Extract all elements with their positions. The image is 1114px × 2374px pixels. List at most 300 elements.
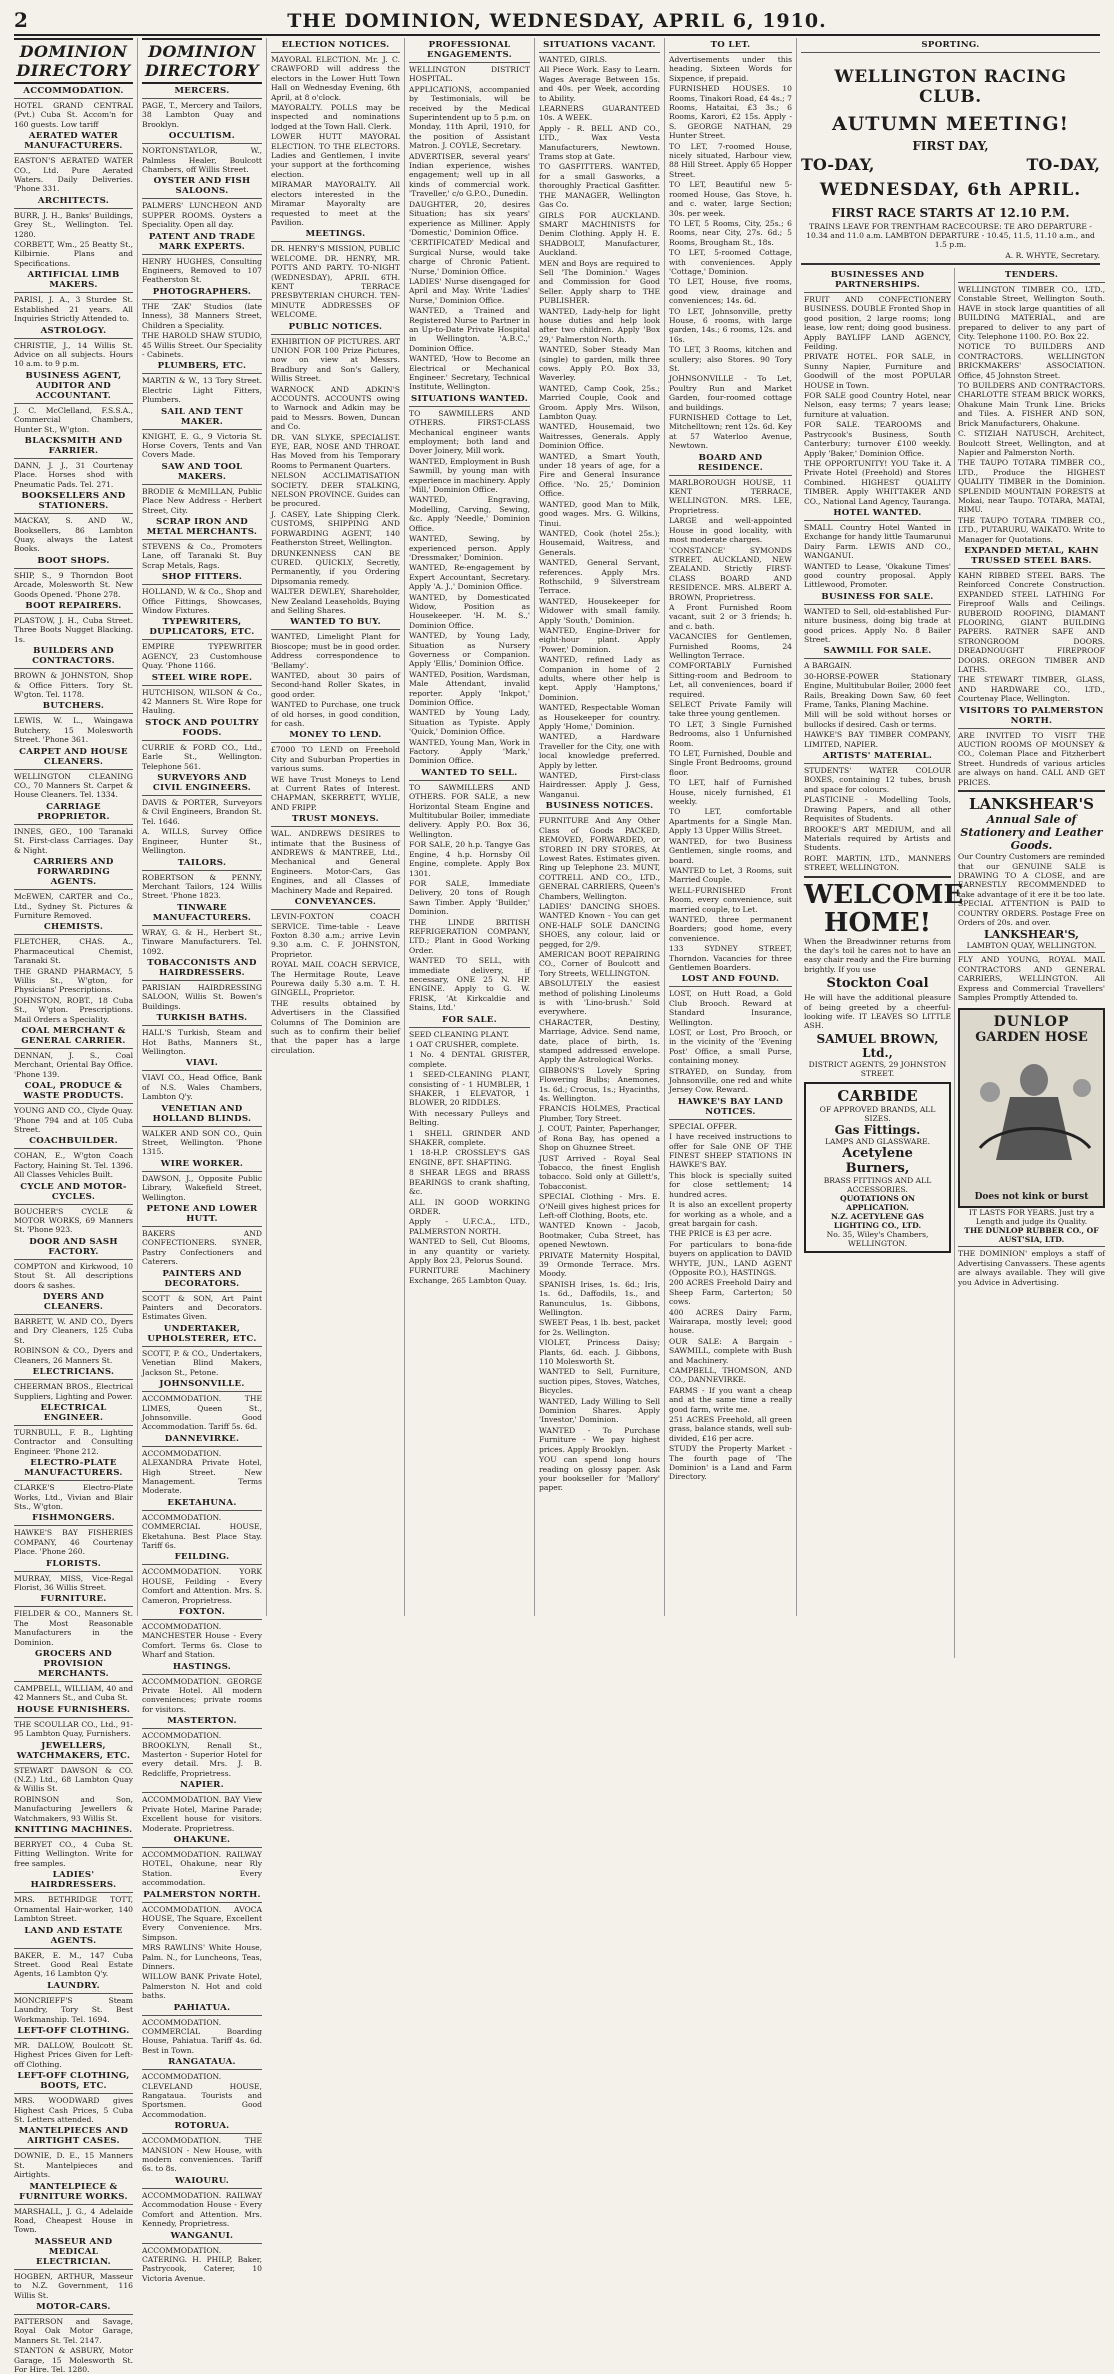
classified-entry: THE TAUPO TOTARA TIMBER CO., LTD., PUTARURU, WAIKATO. Write to Manager for Quotations. xyxy=(958,515,1105,544)
classified-entry: EMPIRE TYPEWRITER AGENCY, 23 Customhouse Quay. 'Phone 1166. xyxy=(142,642,262,671)
classified-entry: HALL'S Turkish, Steam and Hot Baths, Manners St., Wellington. xyxy=(142,1028,262,1056)
classified-entry: FURNISHED Cottage to Let, Mitchelltown; rent 12s. 6d. Key at 57 Waterloo Avenue, Newtown. xyxy=(669,413,792,451)
classified-entry: ACCOMMODATION. BAY View Private Hotel, Marine Parade; Excellent house for visitors. Moderate. Proprietress. xyxy=(142,1795,262,1833)
classified-entry: TO LET, House, five rooms, good view, drainage and conveniences; 14s. 6d. xyxy=(669,277,792,306)
section-heading: WANTED TO SELL. xyxy=(421,767,518,778)
classified-entry: WANTED, Young Man, Work in Factory. Apply 'Mark,' Dominion Office. xyxy=(409,737,530,766)
classified-entry: SPECIAL OFFER. xyxy=(669,1121,738,1131)
first-day: FIRST DAY, xyxy=(912,139,989,153)
classified-entry: J. CASEY, Late Shipping Clerk. CUSTOMS, SHIPPING AND FORWARDING AGENT, 140 Featherston Street, Wellington. xyxy=(271,509,400,548)
classified-entry: HOTEL GRAND CENTRAL (Pvt.) Cuba St. Accom'n for 160 guests. Low tariff xyxy=(14,101,133,129)
classified-entry: FURNISHED HOUSES. 10 Rooms, Tinakori Road, £4 4s.; 7 Rooms, Hataitai, £3 3s.; 6 Rooms, Karori, £2 15s. Apply - S. GEORGE NATHAN, 29 Hunter Street. xyxy=(669,84,792,141)
section-heading: MASSEUR AND MEDICAL ELECTRICIAN. xyxy=(34,2236,113,2267)
classified-entry: LEARNERS GUARANTEED 10s. A WEEK. xyxy=(539,104,660,123)
classified-entry: 'CONSTANCE' SYMONDS STREET, AUCKLAND, NEW ZEALAND. Strictly FIRST-CLASS BOARD AND RESIDENCE. MRS. ALBERT A. BROWN, Proprietress. xyxy=(669,545,792,602)
classified-entry: PRIVATE HOTEL. FOR SALE, in Sunny Napier, Furniture and Goodwill of the most POPULAR HOUSE in Town. xyxy=(804,352,951,390)
classified-entry: FRUIT AND CONFECTIONERY BUSINESS. DOUBLE Fronted Shop in good position, 2 large rooms; long lease, low rent; doing good business. Apply BAYLIFF LAND AGENCY, Feilding. xyxy=(804,295,951,352)
classified-entry: MR. DALLOW, Boulcott St. Highest Prices Given for Left-off Clothing. xyxy=(14,2040,133,2069)
classified-entry: MRS. BETHRIDGE TOTT, Ornamental Hair-worker, 140 Lambton Street. xyxy=(14,1895,133,1924)
section-heading: UNDERTAKER, UPHOLSTERER, ETC. xyxy=(147,1323,257,1344)
classified-entry: TO SAWMILLERS AND OTHERS. FOR SALE, a new Horizontal Steam Engine and Multitubular Boiler, immediate delivery. Apply P.O. Box 36, Wellington. xyxy=(409,782,530,839)
classified-entry: WANTED, General Servant, references. Apply Mrs. Rothschild, 9 Silverstream Terrace. xyxy=(539,558,660,596)
classified-entry: SPECIAL Clothing - Mrs. E. O'Neill gives highest prices for Left-off Clothing, Boots, etc. xyxy=(539,1192,660,1220)
classified-entry: SEED CLEANING PLANT. xyxy=(409,1029,510,1039)
classified-entry: JOHNSONVILLE - To Let, Poultry Run and Market Garden, four-roomed cottage and buildings. xyxy=(669,374,792,412)
classified-entry: YOU can spend long hours reading on glossy paper. Ask your bookseller for 'Mallory' paper. xyxy=(539,1455,660,1493)
classified-entry: ACCOMMODATION. THE LIMES, Queen St., Johnsonville. Good Accommodation. Tariff 5s. 6d. xyxy=(142,1394,262,1432)
to-let-column-6 xyxy=(665,38,797,1616)
section-heading: MANTELPIECES AND AIRTIGHT CASES. xyxy=(18,2126,129,2147)
classified-entry: THE results obtained by Advertisers in the Classified Columns of The Dominion are such as to confirm their belief that the paper has a large circulation. xyxy=(271,998,400,1055)
section-heading: MONEY TO LEND. xyxy=(289,730,382,741)
classified-entry: C. STIZIAH NATUSCH, Architect, Boulcott Street, Wellington, and at Napier and Palmerston North. xyxy=(958,429,1105,457)
classified-entry: TO LET, 7-roomed House, nicely situated, Harbour view, 88 Hill Street. Apply 65 Hopper Street. xyxy=(669,141,792,179)
section-heading: SITUATIONS VACANT. xyxy=(543,40,656,50)
dunlop-company: THE DUNLOP RUBBER CO., OF AUST'SIA, LTD. xyxy=(964,1226,1099,1245)
lankshear-title: LANKSHEAR'S xyxy=(969,795,1094,814)
classified-entry: THE OPPORTUNITY! YOU Take it. A Private Hotel (Freehold) and Stores Combined. HIGHEST QUALITY TIMBER. Apply WHITTAKER AND CO., National Land Agency, Tauranga. xyxy=(804,458,951,506)
samuel-brown: SAMUEL BROWN, Ltd., xyxy=(816,1031,939,1060)
classified-entry: WANTED, Engine-Driver for eight-hour plant. Apply 'Power,' Dominion. xyxy=(539,625,660,654)
classified-entry: THE LINDE BRITISH REFRIGERATION COMPANY, LTD.; Plant in Good Working Order. xyxy=(409,917,530,955)
classified-entry: FARMS - If you want a cheap and at the same time a really good farm, write me. xyxy=(669,1385,792,1414)
classified-entry: ROBERTSON & PENNY, Merchant Tailors, 124 Willis Street. 'Phone 1823. xyxy=(142,872,262,901)
classified-entry: FURNITURE And Any Other Class of Goods PACKED, REMOVED, FORWARDED, or STORED IN DRY STORES, At Lowest Rates. Estimates given. Ring up Telephone 23. MUNT, COTTRELL AND CO., LTD., GENERAL CARRIERS, Queen's Chambers, Wellington. xyxy=(539,816,660,901)
classified-entry: WANTED, by Domesticated Widow, Position as Housekeeper. 'H. M. S.,' Dominion Office. xyxy=(409,592,530,630)
section-heading: BUSINESS NOTICES. xyxy=(545,801,654,812)
classified-entry: ACCOMMODATION. COMMERCIAL HOUSE, Eketahuna. Best Place Stay. Tariff 6s. xyxy=(142,1512,262,1550)
classified-entry: WE have Trust Moneys to Lend at Current Rates of Interest. CHAPMAN, SKERRETT, WYLIE, AND FRIPP. xyxy=(271,774,400,812)
section-heading: MERCERS. xyxy=(174,86,230,96)
classified-entry: TO SAWMILLERS AND OTHERS. FIRST-CLASS Mechanical engineer wants employment; both land and Dover Joinery, Mill work. xyxy=(409,408,530,456)
classified-entry: MIRAMAR MAYORALTY. All electors interested in the Miramar Mayoralty are requested to meet at the Pavilion. xyxy=(271,180,400,227)
classified-entry: TO LET, 5-roomed Cottage, with conveniences. Apply 'Cottage,' Dominion. xyxy=(669,248,792,276)
carbide-l9: N.Z. ACETYLENE GAS LIGHTING CO., LTD. xyxy=(831,1211,924,1230)
classified-entry: WELL-FURNISHED Front Room, every convenience, suit married couple, to Let. xyxy=(669,885,792,914)
classified-entry: STUDY the Property Market - The fourth page of 'The Dominion' is a Land and Farm Directory. xyxy=(669,1444,792,1482)
race-date: WEDNESDAY, 6th APRIL. xyxy=(819,180,1082,200)
section-heading: SURVEYORS AND CIVIL ENGINEERS. xyxy=(152,773,252,794)
section-heading: MASTERTON. xyxy=(167,1716,237,1727)
classified-entry: WALKER AND SON CO., Quin Street, Wellington. 'Phone 1315. xyxy=(142,1128,262,1157)
classified-entry: TO LET, 3 Single Furnished Bedrooms, also 1 Unfurnished Room. xyxy=(669,719,792,748)
section-heading: GROCERS AND PROVISION MERCHANTS. xyxy=(35,1649,112,1679)
section-heading: BOOT REPAIRERS. xyxy=(25,601,122,611)
classified-entry: WANTED to Sell, Furniture, suction pipes, Stoves, Watches, Bicycles. xyxy=(539,1367,660,1396)
dunlop-hose-ad xyxy=(958,1008,1105,1208)
section-heading: PROFESSIONAL ENGAGEMENTS. xyxy=(426,40,513,60)
directory-column-1 xyxy=(10,38,138,2374)
classified-entry: WAL. ANDREWS DESIRES to intimate that the Business of ANDREWS & MANTREE, Ltd., Mechanical and General Engineers. Motor-Cars, Gas Engines, and all Classes of Machinery Made and Repaired. xyxy=(271,829,400,895)
classified-entry: EASTON'S AERATED WATER CO., Ltd. Pure Aerated Waters. Daily Deliveries. 'Phone 331. xyxy=(14,156,133,194)
classified-entry: WANTED, Employment in Bush Sawmill, by young man with experience in machinery. Apply 'Mill,' Dominion Office. xyxy=(409,456,530,495)
classified-entry: THE STEWART TIMBER, GLASS, AND HARDWARE CO., LTD., Courtenay Place, Wellington. xyxy=(958,675,1105,704)
classified-entry: TO LET, half of Furnished House, nicely furnished, £1 weekly. xyxy=(669,778,792,807)
classified-entry: ACCOMMODATION. YORK HOUSE, Feilding - Every Comfort and Attention. Mrs. S. Cameron, Proprietress. xyxy=(142,1567,262,1605)
flower-left xyxy=(980,1082,1000,1102)
classified-entry: DAUGHTER, 20, desires Situation; has six years' experience as Milliner. Apply 'Domestic,' Dominion Office. xyxy=(409,199,530,237)
directory-title: DOMINION DIRECTORY xyxy=(14,38,133,84)
classified-entry: THE GRAND PHARMACY, 5 Willis St., W'gton, for Physicians' Prescriptions. xyxy=(14,966,133,995)
section-heading: SAWMILL FOR SALE. xyxy=(823,646,932,657)
section-heading: DANNEVIRKE. xyxy=(164,1433,240,1444)
section-heading: CYCLE AND MOTOR-CYCLES. xyxy=(20,1181,127,1202)
classified-entry: WANTED to Sell, old-established Fur-niture business, doing big trade at good prices. Apply No. 8 Bailer Street. xyxy=(804,606,951,644)
section-heading: ELECTION NOTICES. xyxy=(281,40,390,50)
section-heading: FEILDING. xyxy=(174,1552,230,1563)
classified-entry: AMERICAN BOOT REPAIRING CO., Corner of Boulcott and Tory Streets, WELLINGTON. xyxy=(539,949,660,978)
today-left: TO-DAY, xyxy=(801,155,875,174)
classified-entry: ACCOMMODATION. ALEXANDRA Private Hotel, High Street. New Management. Terms Moderate. xyxy=(142,1448,262,1496)
section-heading: PUBLIC NOTICES. xyxy=(288,321,383,332)
classified-entry: Apply - R. BELL AND CO., LTD., Wax Vesta Manufacturers, Newtown. Trams stop at Gate. xyxy=(539,123,660,162)
classified-entry: SHIP, S., 9 Thorndon Boot Arcade, Molesworth St. New Goods Opened. 'Phone 278. xyxy=(14,570,133,599)
classified-entry: OUR SALE: A Bargain - SAWMILL, complete with Bush and Machinery. xyxy=(669,1336,792,1365)
section-heading: JOHNSONVILLE. xyxy=(159,1379,245,1390)
dunlop-title: DUNLOP xyxy=(993,1014,1070,1031)
classified-entry: DRUNKENNESS CAN BE CURED. QUICKLY, Secretly, Permanently, if you Ordering Dipsomania remedy. xyxy=(271,548,400,586)
carbide-l5: Acetylene xyxy=(842,1145,913,1161)
sporting-heading: SPORTING. xyxy=(921,40,980,50)
classified-entry: ACCOMMODATION. CATERING. H. PHILP, Baker, Pastrycook, Caterer, 10 Victoria Avenue. xyxy=(142,2245,262,2283)
classified-entry: SCOTT, P. & CO., Undertakers, Venetian Blind Makers, Jackson St., Petone. xyxy=(142,1348,262,1377)
classified-entry: PRIVATE Maternity Hospital, 39 Ormonde Terrace. Mrs. Moody. xyxy=(539,1250,660,1279)
classified-entry: DAVIS & PORTER, Surveyors & Civil Engineers, Brandon St. Tel. 1646. xyxy=(142,798,262,826)
classified-entry: WANTED to Sell, Cut Blooms, in any quantity or variety. Apply Box 23, Pelorus Sound. xyxy=(409,1237,530,1265)
classified-entry: PALMERS' LUNCHEON AND SUPPER ROOMS. Oysters a Speciality. Open all day. xyxy=(142,201,262,230)
classified-entry: BARRETT, W. AND CO., Dyers and Dry Cleaners, 125 Cuba St. xyxy=(14,1317,133,1345)
classified-entry: DAWSON, J., Opposite Public Library, Wakefield Street, Wellington. xyxy=(142,1173,262,1202)
classified-entry: NORTONSTAYLOR, W., Palmless Healer, Boulcott Chambers, off Willis Street. xyxy=(142,146,262,175)
classified-entry: ROYAL MAIL COACH SERVICE, The Hermitage Route, Leave Pourewa daily 5.30 a.m. T. H. GINGELL, Proprietor. xyxy=(271,960,400,998)
professional-column-4 xyxy=(405,38,535,1616)
classified-entry: WELLINGTON TIMBER CO., LTD., Constable Street, Wellington South. HAVE in stock large quantities of all BUILDING MATERIAL, and are prepared to deliver to any part of City. Telephone 1100. P.O. Box 22. xyxy=(958,285,1105,342)
classified-entry: MARLBOROUGH HOUSE, 11 KENT TERRACE, WELLINGTON. MRS. LEE, Proprietress. xyxy=(669,477,792,515)
classified-entry: TURNBULL, F. B., Lighting Contractor and Consulting Engineer. 'Phone 212. xyxy=(14,1427,133,1456)
lankshear-name: LANKSHEAR'S, xyxy=(983,928,1080,942)
classified-entry: WANTED, Lady Willing to Sell Dominion Shares. Apply 'Investor,' Dominion. xyxy=(539,1396,660,1425)
classified-entry: BAKERS AND CONFECTIONERS. SYNER, Pastry Confectioners and Caterers. xyxy=(142,1229,262,1267)
classified-entry: WANTED to Purchase, one truck of old horses, in good condition, for cash. xyxy=(271,700,400,728)
welcome-home-ad: WELCOME HOME! xyxy=(804,879,964,938)
classified-entry: FOR SALE good Country Hotel, near Nelson, easy terms; 7 years lease; furniture at valuation. xyxy=(804,391,951,419)
classified-entry: WANTED - To Purchase Furniture - We pay highest prices. Apply Brooklyn. xyxy=(539,1425,660,1454)
section-heading: OYSTER AND FISH SALOONS. xyxy=(153,176,251,197)
classified-entry: For particulars to bona-fide buyers on application to DAVID WHYTE, JUN., LAND AGENT (Opposite P.O.), HASTINGS. xyxy=(669,1239,792,1277)
classified-entry: Apply - U.F.C.A., LTD., PALMERSTON NORTH. xyxy=(409,1217,530,1236)
section-heading: LEFT-OFF CLOTHING. xyxy=(17,2025,130,2036)
section-heading: CONVEYANCES. xyxy=(294,897,377,908)
carbide-l6: Burners, xyxy=(845,1160,910,1176)
classified-entry: STEVENS & Co., Promoters Lane, off Taranaki St. Buy Scrap Metals, Rags. xyxy=(142,541,262,570)
classified-entry: MRS RAWLINS' White House, Palm. N., for Luncheons, Teas, Dinners. xyxy=(142,1943,262,1971)
classified-entry: 8 SHEAR LEGS and BRASS BEARINGS to crank shafting, &c. xyxy=(409,1168,530,1197)
dunlop-product: GARDEN HOSE xyxy=(975,1030,1088,1046)
classified-entry: VACANCIES for Gentlemen, Furnished Rooms, 24 Wellington Terrace. xyxy=(669,632,792,660)
classified-entry: This block is specially suited for close settlement; 14 hundred acres. xyxy=(669,1170,792,1199)
classified-entry: BOUCHER'S CYCLE & MOTOR WORKS, 69 Manners St. 'Phone 923. xyxy=(14,1206,133,1235)
classified-entry: CHARACTER, Destiny, Marriage, Advice. Send name, date, place of birth, 1s. stamped addressed envelope. Apply the Astrological Works. xyxy=(539,1017,660,1065)
classified-entry: HAWKE'S BAY TIMBER COMPANY, LIMITED, NAPIER. xyxy=(804,730,951,749)
classified-entry: 200 ACRES Freehold Dairy and Sheep Farm, Carterton; 50 cows. xyxy=(669,1278,792,1307)
classified-entry: MURRAY, MISS, Vice-Regal Florist, 36 Willis Street. xyxy=(14,1573,133,1592)
classified-entry: 30-HORSE-POWER Stationary Engine, Multitubular Boiler, 2000 feet Rails, Breaking Down Saw, 60 feet Frame, Tanks, Planing Machine. xyxy=(804,671,951,710)
section-heading: FLORISTS. xyxy=(46,1558,101,1569)
classified-entry: LOST, on Hutt Road, a Gold Club Brooch. Reward at Standard Insurance, Wellington. xyxy=(669,989,792,1027)
classified-entry: A BARGAIN. xyxy=(804,661,852,671)
classified-entry: TO BUILDERS AND CONTRACTORS. CHARLOTTE STEAM BRICK WORKS, Ohakune Main Trunk Line. Bricks and Tiles. A. FISHER AND SON, Brick Manufacturers, Ohakune. xyxy=(958,381,1105,428)
carbide-l10: No. 35, Wiley's Chambers, WELLINGTON. xyxy=(826,1229,929,1248)
classified-entry: MARSHALL, J. G., 4 Adelaide Road, Cheapest House in Town. xyxy=(14,2206,133,2235)
classified-entry: WANTED, Re-engagement by Expert Accountant, Secretary. Apply 'A. J.,' Dominion Office. xyxy=(409,563,530,592)
section-heading: BUTCHERS. xyxy=(42,701,105,712)
classified-entry: FIELDER & CO., Manners St. The Most Reasonable Manufacturers in the Dominion. xyxy=(14,1609,133,1647)
classified-entry: 133 SYDNEY STREET, Thorndon. Vacancies for three Gentlemen Boarders. xyxy=(669,944,792,972)
classified-entry: ABSOLUTELY the easiest method of polishing Linoleums is with 'Lino-brush.' Sold everywhere. xyxy=(539,979,660,1017)
classified-entry: Mill will be sold without horses or bullocks if desired. Cash or terms. xyxy=(804,710,951,729)
classified-entry: COMPTON and Kirkwood, 10 Stout St. All descriptions doors & sashes. xyxy=(14,1261,133,1290)
classified-entry: JOHNSTON, ROBT., 18 Cuba St., W'gton. Prescriptions. Mail Orders a Speciality. xyxy=(14,995,133,1024)
classified-entry: FRANCIS HOLMES, Practical Plumber, Tory Street. xyxy=(539,1104,660,1123)
section-heading: EKETAHUNA. xyxy=(167,1497,237,1508)
section-heading: TENDERS. xyxy=(1004,270,1059,280)
classified-entry: WANTED TO SELL, with immediate delivery, if necessary, ONE 25 N. HP. ENGINE. Apply to G. W. FRISK, 'At Kirkcaldie and Stains, Ltd.' xyxy=(409,956,530,1013)
classified-entry: WANTED, by Young Lady, Situation as Nursery Governess or Companion. Apply 'Ellis,' Dominion Office. xyxy=(409,631,530,669)
masthead-title: THE DOMINION, WEDNESDAY, APRIL 6, 1910. xyxy=(287,10,827,32)
section-heading: COACHBUILDER. xyxy=(29,1136,118,1147)
first-race-time: FIRST RACE STARTS AT 12.10 P.M. xyxy=(831,206,1070,220)
section-heading: HOUSE FURNISHERS. xyxy=(16,1704,131,1715)
garden-lady-illustration xyxy=(960,1052,1109,1162)
lankshear-addr: LAMBTON QUAY, WELLINGTON. xyxy=(966,941,1097,951)
classified-entry: FOR SALE, 20 h.p. Tangye Gas Engine, 4 h.p. Hornsby Oil Engine, complete. Apply Box 1301. xyxy=(409,840,530,878)
classified-entry: HOLLAND, W. & Co., Shop and Office Fittings, Showcases, Window Fixtures. xyxy=(142,587,262,615)
classified-entry: GIRLS FOR AUCKLAND. SMART MACHINISTS for Denim Clothing. Apply H. E. SHADBOLT, Manufacturer, Auckland. xyxy=(539,210,660,258)
classified-entry: J. C. McClelland, F.S.S.A., Commercial Chambers, Hunter St., W'gton. xyxy=(14,405,133,434)
samuel-brown-sub: DISTRICT AGENTS, 29 JOHNSTON STREET. xyxy=(808,1059,947,1078)
classified-entry: WANTED to Lease, 'Okakune Times' good country proposal. Apply Littlewood, Promoter. xyxy=(804,561,951,590)
section-heading: VIAVI. xyxy=(185,1058,219,1069)
classified-entry: YOUNG AND CO., Clyde Quay. 'Phone 794 and at 105 Cuba Street. xyxy=(14,1106,133,1134)
section-heading: STEEL WIRE ROPE. xyxy=(151,672,253,683)
section-heading: PALMERSTON NORTH. xyxy=(143,1889,261,1900)
section-heading: TINWARE MANUFACTURERS. xyxy=(152,902,252,923)
section-heading: BUSINESSES AND PARTNERSHIPS. xyxy=(830,270,925,290)
section-heading: SAW AND TOOL MAKERS. xyxy=(161,461,243,482)
classified-entry: NELSON ACCLIMATISATION SOCIETY. DEER STALKING, NELSON PROVINCE. Guides can be procured. xyxy=(271,471,400,509)
masthead xyxy=(14,6,1100,36)
classified-entry: ARE INVITED TO VISIT THE AUCTION ROOMS OF MOUNSEY & CO., Coleman Place and Fitzherbert Street. Hundreds of various articles are always on hand. CALL AND GET PRICES. xyxy=(958,730,1105,787)
section-heading: CARRIAGE PROPRIETOR. xyxy=(37,801,110,822)
classified-entry: KAHN RIBBED STEEL BARS. The Reinforced Concrete Construction. EXPANDED STEEL LATHING For Fireproof Walls and Ceilings. RUBEROID ROOFING, DIAMANT FLOORING, GIANT BUILDING PAPERS. RATNER SAFE AND STRONGROOM DOORS. DREADNOUGHT FIREPROOF DOORS. OREGON TIMBER AND LATHS. xyxy=(958,570,1105,675)
section-heading: ELECTRICIANS. xyxy=(32,1367,115,1378)
section-heading: ARTIFICIAL LIMB MAKERS. xyxy=(27,270,120,291)
classified-entry: CAMPBELL, WILLIAM, 40 and 42 Manners St., and Cuba St. xyxy=(14,1684,133,1703)
classified-entry: SMALL Country Hotel Wanted in Exchange for handy little Taumarunui Dairy Farm. LEWIS AND CO., WANGANUI. xyxy=(804,522,951,561)
section-heading: LOST AND FOUND. xyxy=(681,974,780,985)
section-heading: STOCK AND POULTRY FOODS. xyxy=(145,717,259,738)
section-heading: CHEMISTS. xyxy=(43,922,104,933)
classified-entry: CAMPBELL, THOMSON, AND CO., DANNEVIRKE. xyxy=(669,1366,792,1385)
classified-entry: ACCOMMODATION. CLEVELAND HOUSE, Rangataua. Tourists and Sportsmen. Good Accommodation. xyxy=(142,2072,262,2119)
classified-entry: TO LET, Johnsonville, pretty House, 6 rooms, with large garden, 14s.; 6 rooms, 12s. and 16s. xyxy=(669,306,792,344)
classified-entry: DANN, J. J., 31 Courtenay Place. Horses shod with Pneumatic Pads. Tel. 271. xyxy=(14,460,133,489)
section-heading: WANGANUI. xyxy=(170,2230,234,2241)
classified-entry: THE SCOULLAR CO., Ltd., 91-95 Lambton Quay, Furnishers. xyxy=(14,1719,133,1739)
section-heading: ROTORUA. xyxy=(174,2121,230,2132)
classified-entry: DOWNIE, D. E., 15 Manners St. Mantelpieces and Airtights. xyxy=(14,2151,133,2180)
section-heading: TURKISH BATHS. xyxy=(156,1013,248,1024)
classified-entry: MARTIN & W., 13 Tory Street. Electric Light Fitters, Plumbers. xyxy=(142,376,262,405)
section-heading: MOTOR-CARS. xyxy=(36,2302,111,2313)
classified-entry: WANTED, 'How to Become an Electrical or Mechanical Engineer.' Secretary, Technical Institute, Wellington. xyxy=(409,354,530,392)
section-heading: LADIES' HAIRDRESSERS. xyxy=(30,1870,117,1891)
notices-column-3 xyxy=(267,38,405,1616)
section-heading: BUILDERS AND CONTRACTORS. xyxy=(32,646,115,667)
section-heading: ARCHITECTS. xyxy=(37,195,110,206)
section-heading: TAILORS. xyxy=(177,857,227,868)
classified-entry: WANTED, Limelight Plant for Bioscope; must be in good order. Address correspondence to 'Bellamy'. xyxy=(271,632,400,670)
section-heading: PAINTERS AND DECORATORS. xyxy=(162,1268,242,1289)
classified-entry: JUST Arrived - Royal Seal Tobacco, the finest English tobacco. Sold only at Gillett's, Tobacconist. xyxy=(539,1153,660,1191)
classified-entry: ACCOMMODATION. RAILWAY Accommodation House - Every Comfort and Attention. Mrs. Kennedy, Proprietress. xyxy=(142,2190,262,2229)
classified-entry: MEN and Boys are required to Sell 'The Dominion.' Wages and Commission for Good Seller. Apply sharp to THE PUBLISHER. xyxy=(539,258,660,306)
classified-entry: STRAYED, on Sunday, from Johnsonville, one red and white Jersey Cow. Reward. xyxy=(669,1066,792,1095)
section-heading: ACCOMMODATION. xyxy=(23,86,124,96)
classified-entry: WANTED Known - Jacob, Bootmaker, Cuba Street, has opened Newtown. xyxy=(539,1221,660,1250)
classified-entry: PLASTOW, J. H., Cuba Street. Three Boots Nugget Blacking. 1s. xyxy=(14,616,133,644)
carbide-title: CARBIDE xyxy=(837,1086,918,1105)
fly-young-ad: FLY AND YOUNG, ROYAL MAIL CONTRACTORS AND GENERAL CARRIERS, WELLINGTON. All Express and Commercial Travellers' Samples Promptly Attended to. xyxy=(958,955,1105,1002)
classified-entry: MAYORALTY. POLLS may be inspected and nominations lodged at the Town Hall. Clerk. xyxy=(271,103,400,131)
classified-entry: STUDENTS' WATER COLOUR BOXES, containing 12 tubes, brush and space for colours. xyxy=(804,766,951,794)
classified-entry: WANTED, good Man to Milk, good wages. Mrs. G. Wilkins, Tinui. xyxy=(539,499,660,528)
classified-entry: 1 No. 4 DENTAL GRISTER, complete. xyxy=(409,1050,530,1069)
classified-entry: ACCOMMODATION. MANCHESTER House - Every Comfort. Terms 6s. Close to Wharf and Station. xyxy=(142,1622,262,1660)
classified-entry: CURRIE & FORD CO., Ltd., Earle St., Wellington. Telephone 561. xyxy=(142,742,262,771)
classified-entry: LOST, or Lost, Pro Brooch, or in the vicinity of the 'Evening Post' Office, a small Purse, containing money. xyxy=(669,1028,792,1066)
classified-entry: A Front Furnished Room vacant, suit 2 or 3 friends; h. and c. bath. xyxy=(669,602,792,631)
carbide-ad xyxy=(804,1082,951,1253)
section-heading: FOXTON. xyxy=(178,1607,226,1617)
classified-entry: COHAN, E., W'gton Coach Factory, Haining St. Tel. 1396. All Classes Vehicles Built. xyxy=(14,1151,133,1180)
classified-entry: NOTICE TO BUILDERS AND CONTRACTORS. WELLINGTON BRICKMAKERS' ASSOCIATION. Office, 45 Johnston Street. xyxy=(958,342,1105,380)
section-heading: TO LET. xyxy=(710,40,751,50)
classified-entry: LEVIN-FOXTON COACH SERVICE. Time-table - Leave Foxton 8.30 a.m.; arrive Levin 9.30 a.m. C. F. JOHNSTON, Proprietor. xyxy=(271,912,400,959)
classified-entry: WANTED, for two Business Gentlemen, single rooms, and board. xyxy=(669,836,792,865)
classified-entry: Advertisements under this heading, Sixteen Words for Sixpence, if prepaid. xyxy=(669,55,792,83)
classified-entry: All Piece Work. Easy to Learn. Wages Average Between 15s. and 40s. per Week, according to Ability. xyxy=(539,65,660,103)
classified-entry: EXHIBITION OF PICTURES. ART UNION FOR 100 Prize Pictures, now on view at Messrs. Bradbury and Son's Gallery, Willis Street. xyxy=(271,336,400,384)
classified-entry: WELLINGTON CLEANING CO., 70 Manners St. Carpet & House Cleaners. Tel. 1334. xyxy=(14,771,133,800)
classified-entry: ACCOMMODATION. BROOKLYN, Renall St., Masterton - Superior Hotel for every detail. Mrs. J. B. Redcliffe, Proprietress. xyxy=(142,1731,262,1778)
situations-column-5 xyxy=(535,38,665,1616)
classified-entry: BRODIE & McMILLAN, Public Place New Address - Herbert Street, City. xyxy=(142,486,262,515)
section-heading: MANTELPIECE & FURNITURE WORKS. xyxy=(19,2181,128,2202)
classified-entry: CHRISTIE, J., 14 Willis St. Advice on all subjects. Hours 10 a.m. to 9 p.m. xyxy=(14,340,133,369)
today-right: TO-DAY, xyxy=(1026,155,1100,174)
classified-entry: SELECT Private Family will take three young gentlemen. xyxy=(669,700,792,719)
sporting-lower xyxy=(801,268,1105,1658)
classified-entry: APPLICATIONS, accompanied by Testimonials, will be received by the Medical Superintendent up to 5 p.m. on Monday, 11th April, 1910, for the position of Assistant Matron. J. COYLE, Secretary. xyxy=(409,84,530,151)
classified-entry: MACKAY, S. AND W., Booksellers, 86 Lambton Quay, always the Latest Books. xyxy=(14,516,133,554)
classified-entry: WANTED, refined Lady as Companion in home of 2 adults, where other help is kept. Apply 'Hamptons,' Dominion. xyxy=(539,655,660,702)
classified-entry: WANTED, Lady-help for light house duties and help look after two children. Apply 'Box 29,' Palmerston North. xyxy=(539,306,660,344)
classified-entry: FURNITURE Machinery Exchange, 265 Lambton Quay. xyxy=(409,1266,530,1285)
tenders-column-8 xyxy=(955,268,1108,1658)
classified-entry: VIAVI CO., Head Office, Bank of N.S. Wales Chambers, Lambton Q'y. xyxy=(142,1073,262,1102)
classified-entry: WILLOW BANK Private Hotel, Palmerston N. Hot and cold baths. xyxy=(142,1972,262,2001)
classified-entry: GIBBONS'S Lovely Spring Flowering Bulbs; Anemones, 1s. 6d.; Crocus, 1s.; Hyacinths, 4s. Wellington. xyxy=(539,1065,660,1104)
classified-entry: ACCOMMODATION. RAILWAY HOTEL, Ohakune, near Rly Station. Every accommodation. xyxy=(142,1849,262,1888)
classified-entry: ALL IN GOOD WORKING ORDER. xyxy=(409,1197,530,1216)
classified-entry: BROWN & JOHNSTON, Shop & Office Fitters. Tory St. W'gton. Tel. 1178. xyxy=(14,671,133,700)
section-heading: BUSINESS AGENT, AUDITOR AND ACCOUNTANT. xyxy=(25,370,122,401)
classified-entry: LADIES' DANCING SHOES. WANTED Known - You can get ONE-HALF SOLE DANCING SHOES, any colour, laid or pegged, for 2/9. xyxy=(539,901,660,949)
classified-entry: DR. VAN SLYKE, SPECIALIST. EYE, EAR, NOSE AND THROAT. Has Moved from his Temporary Rooms to Permanent Quarters. xyxy=(271,432,400,470)
section-heading: COAL, PRODUCE & WASTE PRODUCTS. xyxy=(23,1081,124,1102)
classified-entry: DENNAN, J. S., Coal Merchant, Oriental Bay Office. 'Phone 139. xyxy=(14,1050,133,1079)
classified-entry: PARISIAN HAIRDRESSING SALOON, Willis St. Bowen's Buildings. xyxy=(142,982,262,1011)
classified-entry: CLARKE'S Electro-Plate Works, Ltd., Vivian and Blair Sts., W'gton. xyxy=(14,1483,133,1511)
section-heading: BOARD AND RESIDENCE. xyxy=(697,452,764,473)
sporting-area xyxy=(797,38,1104,1616)
section-heading: SCRAP IRON AND METAL MERCHANTS. xyxy=(146,516,258,537)
section-heading: HOTEL WANTED. xyxy=(833,507,922,518)
classified-entry: STANTON & ASBURY, Motor Garage, 15 Molesworth St. For Hire. Tel. 1280. xyxy=(14,2346,133,2374)
classified-entry: BROOKE'S ART MEDIUM, and all Materials required by Artists and Students. xyxy=(804,824,951,853)
classified-entry: ROBT. MARTIN, LTD., MANNERS STREET, WELLINGTON. xyxy=(804,853,951,873)
classified-entry: HENRY HUGHES, Consulting Engineers, Removed to 107 Featherston St. xyxy=(142,256,262,285)
section-heading: VENETIAN AND HOLLAND BLINDS. xyxy=(152,1103,252,1124)
classified-entry: WANTED to Let, 3 Rooms, suit Married Couple. xyxy=(669,865,792,885)
section-heading: WAIOURU. xyxy=(174,2175,229,2186)
flower-right xyxy=(1073,1079,1091,1097)
classified-entry: ACCOMMODATION. GEORGE Private Hotel. All modern conveniences; private rooms for visitors. xyxy=(142,1676,262,1714)
classified-entry: CHEERMAN BROS., Electrical Suppliers, Lighting and Power. xyxy=(14,1382,133,1401)
classified-entry: WANTED, three permanent Boarders; good home, every convenience. xyxy=(669,914,792,943)
section-heading: TRUST MONEYS. xyxy=(292,814,379,825)
classified-entry: ADVERTISER, several years' Indian experience, wishes engagement; well up in all kinds of commercial work. 'Traveller,' c/o G.P.O., Dunedin. xyxy=(409,151,530,199)
section-heading: PLUMBERS, ETC. xyxy=(157,361,247,372)
section-heading: CARRIERS AND FORWARDING AGENTS. xyxy=(33,857,114,888)
classified-entry: WANTED, a Hardware Traveller for the City, one with local knowledge preferred. Apply by letter. xyxy=(539,732,660,770)
section-heading: SITUATIONS WANTED. xyxy=(410,393,529,404)
section-heading: MEETINGS. xyxy=(305,229,366,240)
classified-entry: TO LET, 3 Rooms, kitchen and scullery; also Stores. 90 Tory St. xyxy=(669,345,792,373)
classified-entry: PAGE, T., Mercery and Tailors, 38 Lambton Quay and Brooklyn. xyxy=(142,101,262,129)
classified-entry: ACCOMMODATION. COMMERCIAL Boarding House, Pahiatua. Tariff 4s. 6d. Best in Town. xyxy=(142,2017,262,2055)
figure-head xyxy=(1020,1064,1048,1096)
classified-entry: SCOTT & SON, Art Paint Painters and Decorators. Estimates Given. xyxy=(142,1293,262,1322)
carbide-l7: BRASS FITTINGS AND ALL ACCESSORIES. xyxy=(823,1175,932,1194)
classified-entry: SPANISH Irises, 1s. 6d.; Iris, 1s. 6d., Daffodils, 1s., and Ranunculus, 1s. Gibbons, Wellington. xyxy=(539,1279,660,1317)
section-heading: CARPET AND HOUSE CLEANERS. xyxy=(19,746,128,767)
classified-entry: FOR SALE, Immediate Delivery, 20 tons of Rough Sawn Timber. Apply 'Builder,' Dominion. xyxy=(409,878,530,917)
lankshear-sub: Annual Sale of Stationery and Leather Goods. xyxy=(960,813,1103,853)
classified-entry: 1 18-H.P. CROSSLEY'S GAS ENGINE, 8FT. SHAFTING. xyxy=(409,1148,530,1167)
carbide-l8: QUOTATIONS ON APPLICATION. xyxy=(839,1193,915,1212)
classified-entry: PARISI, J. A., 3 Sturdee St. Established 21 years. All Inquiries Strictly Attended to. xyxy=(14,295,133,324)
section-heading: COAL MERCHANT & GENERAL CARRIER. xyxy=(21,1025,126,1046)
today-row xyxy=(801,155,1100,174)
classified-entry: THE 'ZAK' Studios (late Inness), 38 Manners Street, Children a Speciality. xyxy=(142,301,262,330)
secretary: A. R. WHYTE, Secretary. xyxy=(1005,251,1100,260)
classified-entry: BAKER, E. M., 147 Cuba Street. Good Real Estate Agents, 16 Lambton Q'y. xyxy=(14,1950,133,1979)
classified-entry: 1 SEED-CLEANING PLANT, consisting of - 1 HUMBLER, 1 SHAKER, 1 ELEVATOR, 1 BLOWER, 20 RIDDLES. xyxy=(409,1070,530,1108)
classified-entry: McEWEN, CARTER and Co., Ltd., Sydney St. Pictures & Furniture Removed. xyxy=(14,892,133,920)
classified-entry: PATTERSON and Savage, Royal Oak Motor Garage, Manners St. Tel. 2147. xyxy=(14,2317,133,2345)
